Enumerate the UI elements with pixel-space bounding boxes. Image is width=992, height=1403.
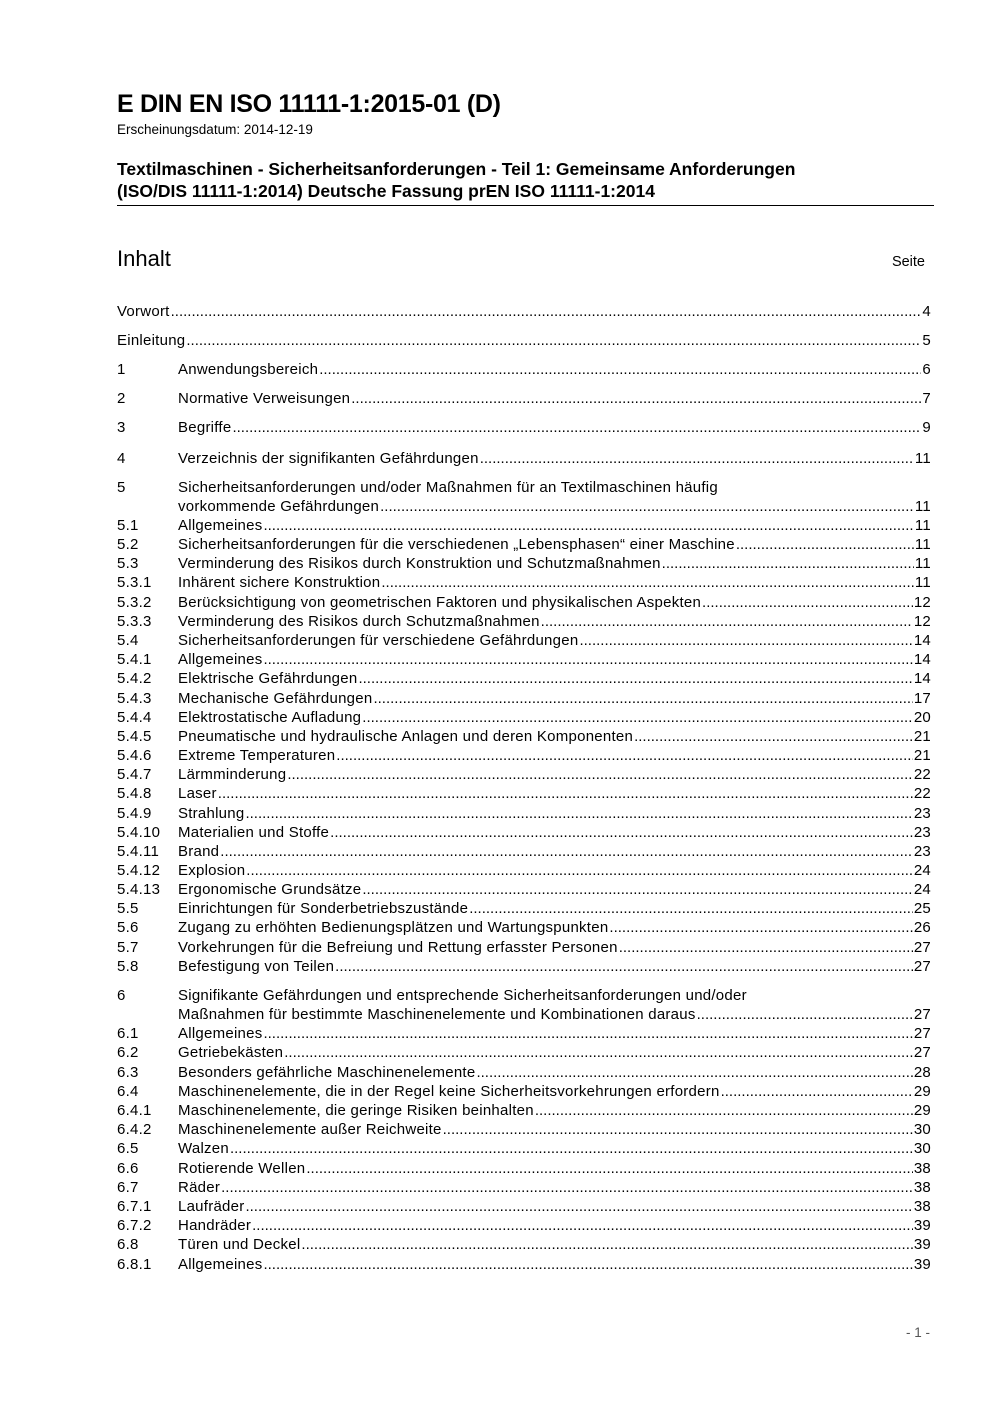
toc-entry-body [178, 535, 931, 554]
dot-leader [535, 1101, 913, 1120]
toc-entry-title: Allgemeines [178, 517, 263, 534]
toc-entry-title: Einrichtungen für Sonderbetriebszustände [178, 900, 469, 917]
toc-entry-title: Allgemeines [178, 1256, 263, 1273]
toc-entry-title-continued: Maßnahmen für bestimmte Maschinenelemente und Kombinationen daraus [178, 1006, 696, 1023]
toc-entry-title: Extreme Temperaturen [178, 747, 336, 764]
toc-entry-title: Handräder [178, 1217, 252, 1234]
toc-entry-title: Ergonomische Grundsätze [178, 881, 362, 898]
toc-entry-number: 5.4.13 [117, 881, 161, 898]
toc-entry-body [178, 957, 931, 976]
document-title: E DIN EN ISO 11111-1:2015-01 (D) [117, 90, 501, 118]
toc-entry-body [178, 1235, 931, 1254]
toc-entry-body [178, 689, 931, 708]
page-column-label: Seite [891, 254, 925, 270]
toc-entry-body [178, 804, 931, 823]
toc-entry-body [178, 449, 931, 468]
toc-entry-number: 6.7.1 [117, 1198, 152, 1215]
dot-leader [287, 765, 913, 784]
toc-entry-page: 5 [922, 332, 931, 349]
toc-entry-body [178, 1255, 931, 1274]
toc-entry-page: 24 [913, 881, 931, 898]
dot-leader [358, 669, 912, 688]
toc-entry-title: Signifikante Gefährdungen und entsprechende Sicherheitsanforderungen und/oder [178, 987, 747, 1004]
toc-entry-title: Begriffe [178, 419, 232, 436]
toc-entry-page: 9 [922, 419, 931, 436]
toc-entry-number: 5.4.4 [117, 709, 152, 726]
toc-entry-body [178, 899, 931, 918]
toc-entry-number: 5.4.5 [117, 728, 152, 745]
toc-entry-title: Einleitung [117, 332, 186, 349]
dot-leader [220, 842, 913, 861]
toc-entry-title: Allgemeines [178, 651, 263, 668]
toc-entry-page: 27 [913, 1006, 931, 1023]
dot-leader [541, 612, 913, 631]
toc-entry-page: 38 [913, 1160, 931, 1177]
toc-entry-body [178, 612, 931, 631]
toc-entry-body [178, 1024, 931, 1043]
toc-entry-body [178, 418, 931, 437]
toc-entry-page: 30 [913, 1121, 931, 1138]
toc-entry-body [178, 389, 931, 408]
toc-entry-number: 6.4.1 [117, 1102, 152, 1119]
toc-entry-number: 5.3.1 [117, 574, 152, 591]
dot-leader [230, 1139, 913, 1158]
toc-entry-number: 6.7 [117, 1179, 139, 1196]
dot-leader [335, 957, 913, 976]
toc-entry-body [178, 1178, 931, 1197]
toc-entry-number: 5 [117, 479, 126, 496]
toc-entry-page: 27 [913, 1044, 931, 1061]
toc-entry-body [178, 669, 931, 688]
toc-entry-title: Inhärent sichere Konstruktion [178, 574, 381, 591]
toc-entry-number: 3 [117, 419, 126, 436]
dot-leader [221, 1178, 913, 1197]
toc-entry-page: 39 [913, 1236, 931, 1253]
toc-entry-number: 2 [117, 390, 126, 407]
toc-entry-number: 5.4.6 [117, 747, 152, 764]
toc-entry-title: Vorkehrungen für die Befreiung und Rettung erfasster Personen [178, 939, 618, 956]
toc-entry-number: 5.1 [117, 517, 139, 534]
toc-entry-title: Räder [178, 1179, 221, 1196]
dot-leader [736, 535, 914, 554]
toc-entry-page: 38 [913, 1179, 931, 1196]
toc-entry-page: 17 [913, 690, 931, 707]
toc-entry-page: 30 [913, 1140, 931, 1157]
toc-entry-number: 6.4 [117, 1083, 139, 1100]
toc-entry-page: 25 [913, 900, 931, 917]
toc-entry-title: Rotierende Wellen [178, 1160, 306, 1177]
toc-entry-number: 5.4.12 [117, 862, 161, 879]
dot-leader [380, 497, 914, 516]
dot-leader [263, 1255, 912, 1274]
dot-leader [609, 918, 912, 937]
dot-leader [218, 784, 913, 803]
toc-entry-title: Lärmminderung [178, 766, 287, 783]
toc-entry-number: 5.4.11 [117, 843, 160, 860]
dot-leader [301, 1235, 912, 1254]
toc-entry-title: Laufräder [178, 1198, 245, 1215]
toc-entry-number: 5.4.9 [117, 805, 152, 822]
toc-entry-title: Maschinenelemente außer Reichweite [178, 1121, 442, 1138]
toc-entry-number: 5.4.8 [117, 785, 152, 802]
toc-entry-body [178, 708, 931, 727]
toc-entry-page: 11 [914, 498, 931, 515]
toc-entry-body [178, 1159, 931, 1178]
toc-entry-body [178, 650, 931, 669]
toc-entry-number: 1 [117, 361, 126, 378]
toc-entry-page: 7 [922, 390, 931, 407]
toc-entry-page: 22 [913, 785, 931, 802]
toc-entry-title: Laser [178, 785, 217, 802]
toc-entry-page: 27 [913, 939, 931, 956]
toc-entry-page: 27 [913, 1025, 931, 1042]
dot-leader [362, 708, 913, 727]
dot-leader [245, 1197, 912, 1216]
toc-entry-page: 11 [914, 517, 931, 534]
toc-entry-number: 5.4.3 [117, 690, 152, 707]
toc-entry-title: Sicherheitsanforderungen und/oder Maßnahmen für an Textilmaschinen häufig [178, 479, 718, 496]
toc-heading: Inhalt [117, 246, 171, 271]
toc-entry-page: 24 [913, 862, 931, 879]
toc-entry-title: Elektrostatische Aufladung [178, 709, 362, 726]
dot-leader [263, 1024, 912, 1043]
toc-entry-body [178, 1216, 931, 1235]
toc-entry-number: 5.4.2 [117, 670, 152, 687]
dot-leader [373, 689, 912, 708]
toc-entry-page: 23 [913, 843, 931, 860]
toc-entry-title: Maschinenelemente, die geringe Risiken beinhalten [178, 1102, 534, 1119]
dot-leader [702, 593, 913, 612]
toc-entry-body [178, 986, 931, 1024]
toc-entry-title: Besonders gefährliche Maschinenelemente [178, 1064, 476, 1081]
toc-entry-title: Sicherheitsanforderungen für die verschiedenen „Lebensphasen“ einer Maschine [178, 536, 735, 553]
toc-entry-body [117, 331, 931, 350]
toc-entry-page: 23 [913, 805, 931, 822]
toc-entry-body [178, 746, 931, 765]
toc-entry-body [117, 302, 931, 321]
toc-entry-title: Verminderung des Risikos durch Konstruktion und Schutzmaßnahmen [178, 555, 661, 572]
toc-entry-page: 11 [914, 450, 931, 467]
dot-leader [634, 727, 913, 746]
toc-entry-number: 6.7.2 [117, 1217, 152, 1234]
dot-leader [662, 554, 914, 573]
toc-entry-number: 5.4.1 [117, 651, 152, 668]
publication-date: Erscheinungsdatum: 2014-12-19 [117, 122, 313, 137]
toc-entry-page: 11 [914, 555, 931, 572]
toc-entry-page: 38 [913, 1198, 931, 1215]
toc-entry-number: 5.5 [117, 900, 139, 917]
toc-entry-body [178, 938, 931, 957]
dot-leader [246, 861, 913, 880]
dot-leader [186, 331, 921, 350]
toc-entry-title: Anwendungsbereich [178, 361, 319, 378]
dot-leader [362, 880, 912, 899]
toc-entry-page: 27 [913, 958, 931, 975]
toc-entry-body [178, 631, 931, 650]
toc-entry-title: Pneumatische und hydraulische Anlagen und deren Komponenten [178, 728, 634, 745]
toc-entry-body [178, 1101, 931, 1120]
toc-entry-number: 5.4 [117, 632, 139, 649]
toc-entry-title: Zugang zu erhöhten Bedienungsplätzen und Wartungspunkten [178, 919, 609, 936]
toc-entry-number: 5.2 [117, 536, 139, 553]
toc-entry-page: 4 [922, 303, 931, 320]
toc-entry-number: 5.8 [117, 958, 139, 975]
toc-entry-page: 39 [913, 1256, 931, 1273]
toc-entry-body [178, 554, 931, 573]
toc-entry-page: 21 [913, 747, 931, 764]
dot-leader [263, 516, 913, 535]
toc-entry-body [178, 478, 931, 516]
subtitle-line-2: (ISO/DIS 11111-1:2014) Deutsche Fassung prEN ISO 11111-1:2014 [117, 181, 655, 201]
toc-entry-body [178, 861, 931, 880]
toc-entry-title-continued: vorkommende Gefährdungen [178, 498, 380, 515]
dot-leader [252, 1216, 913, 1235]
toc-entry-title: Befestigung von Teilen [178, 958, 335, 975]
dot-leader [697, 1005, 913, 1024]
toc-entry-page: 29 [913, 1083, 931, 1100]
dot-leader [306, 1159, 912, 1178]
toc-entry-number: 5.4.10 [117, 824, 161, 841]
toc-entry-title: Elektrische Gefährdungen [178, 670, 358, 687]
toc-entry-body [178, 1139, 931, 1158]
dot-leader [284, 1043, 913, 1062]
dot-leader [171, 302, 922, 321]
toc-entry-title: Explosion [178, 862, 246, 879]
toc-entry-title: Allgemeines [178, 1025, 263, 1042]
toc-entry-body [178, 727, 931, 746]
dot-leader [579, 631, 912, 650]
toc-entry-title: Materialien und Stoffe [178, 824, 330, 841]
toc-entry-number: 5.4.7 [117, 766, 152, 783]
toc-entry-page: 6 [922, 361, 931, 378]
toc-entry-title: Mechanische Gefährdungen [178, 690, 373, 707]
toc-entry-title: Getriebekästen [178, 1044, 284, 1061]
toc-entry-body [178, 573, 931, 592]
toc-entry-title: Verminderung des Risikos durch Schutzmaßnahmen [178, 613, 540, 630]
toc-entry-number: 6.8.1 [117, 1256, 152, 1273]
toc-entry-title: Berücksichtigung von geometrischen Faktoren und physikalischen Aspekten [178, 594, 702, 611]
toc-entry-page: 14 [913, 632, 931, 649]
toc-entry-body [178, 593, 931, 612]
toc-entry-body [178, 1043, 931, 1062]
toc-entry-body [178, 880, 931, 899]
toc-entry-number: 6.1 [117, 1025, 139, 1042]
toc-entry-body [178, 1197, 931, 1216]
footer-page-number: - 1 - [905, 1325, 930, 1340]
toc-entry-body [178, 1063, 931, 1082]
toc-entry-body [178, 1120, 931, 1139]
toc-entry-page: 26 [913, 919, 931, 936]
toc-entry-number: 6.4.2 [117, 1121, 152, 1138]
toc-entry-body [178, 360, 931, 379]
toc-entry-title: Verzeichnis der signifikanten Gefährdungen [178, 450, 479, 467]
toc-entry-number: 5.3.3 [117, 613, 152, 630]
toc-entry-number: 5.6 [117, 919, 139, 936]
toc-entry-number: 5.3 [117, 555, 139, 572]
toc-entry-number: 6.2 [117, 1044, 139, 1061]
toc-entry-title: Walzen [178, 1140, 229, 1157]
toc-entry-number: 6 [117, 987, 126, 1004]
toc-entry-number: 6.6 [117, 1160, 139, 1177]
toc-entry-number: 4 [117, 450, 126, 467]
dot-leader [351, 389, 921, 408]
toc-entry-body [178, 918, 931, 937]
dot-leader [480, 449, 914, 468]
toc-entry-body [178, 823, 931, 842]
toc-entry-title: Normative Verweisungen [178, 390, 351, 407]
dot-leader [263, 650, 912, 669]
dot-leader [232, 418, 921, 437]
subtitle-line-1: Textilmaschinen - Sicherheitsanforderungen - Teil 1: Gemeinsame Anforderungen [117, 159, 796, 179]
dot-leader [330, 823, 913, 842]
dot-leader [443, 1120, 913, 1139]
toc-entry-title: Türen und Deckel [178, 1236, 301, 1253]
toc-entry-page: 11 [914, 574, 931, 591]
toc-entry-body [178, 765, 931, 784]
toc-entry-page: 12 [913, 613, 931, 630]
toc-entry-body [178, 784, 931, 803]
toc-entry-page: 14 [913, 651, 931, 668]
toc-entry-body [178, 842, 931, 861]
toc-entry-page: 29 [913, 1102, 931, 1119]
toc-entry-number: 5.7 [117, 939, 139, 956]
toc-entry-number: 5.3.2 [117, 594, 152, 611]
toc-entry-page: 20 [913, 709, 931, 726]
dot-leader [469, 899, 913, 918]
toc-entry-title: Strahlung [178, 805, 245, 822]
toc-entry-title: Maschinenelemente, die in der Regel keine Sicherheitsvorkehrungen erfordern [178, 1083, 720, 1100]
dot-leader [619, 938, 913, 957]
dot-leader [381, 573, 914, 592]
toc-entry-page: 39 [913, 1217, 931, 1234]
toc-entry-title: Brand [178, 843, 220, 860]
dot-leader [476, 1063, 912, 1082]
dot-leader [245, 804, 912, 823]
dot-leader [336, 746, 913, 765]
toc-entry-page: 22 [913, 766, 931, 783]
toc-entry-page: 28 [913, 1064, 931, 1081]
toc-entry-page: 14 [913, 670, 931, 687]
toc-entry-body [178, 1082, 931, 1101]
toc-entry-page: 12 [913, 594, 931, 611]
toc-entry-page: 23 [913, 824, 931, 841]
dot-leader [721, 1082, 913, 1101]
toc-entry-number: 6.5 [117, 1140, 139, 1157]
toc-entry-number: 6.8 [117, 1236, 139, 1253]
dot-leader [319, 360, 921, 379]
toc-entry-page: 11 [914, 536, 931, 553]
toc-entry-title: Sicherheitsanforderungen für verschiedene Gefährdungen [178, 632, 579, 649]
toc-entry-page: 21 [913, 728, 931, 745]
toc-entry-number: 6.3 [117, 1064, 139, 1081]
toc-entry-title: Vorwort [117, 303, 170, 320]
toc-entry-body [178, 516, 931, 535]
